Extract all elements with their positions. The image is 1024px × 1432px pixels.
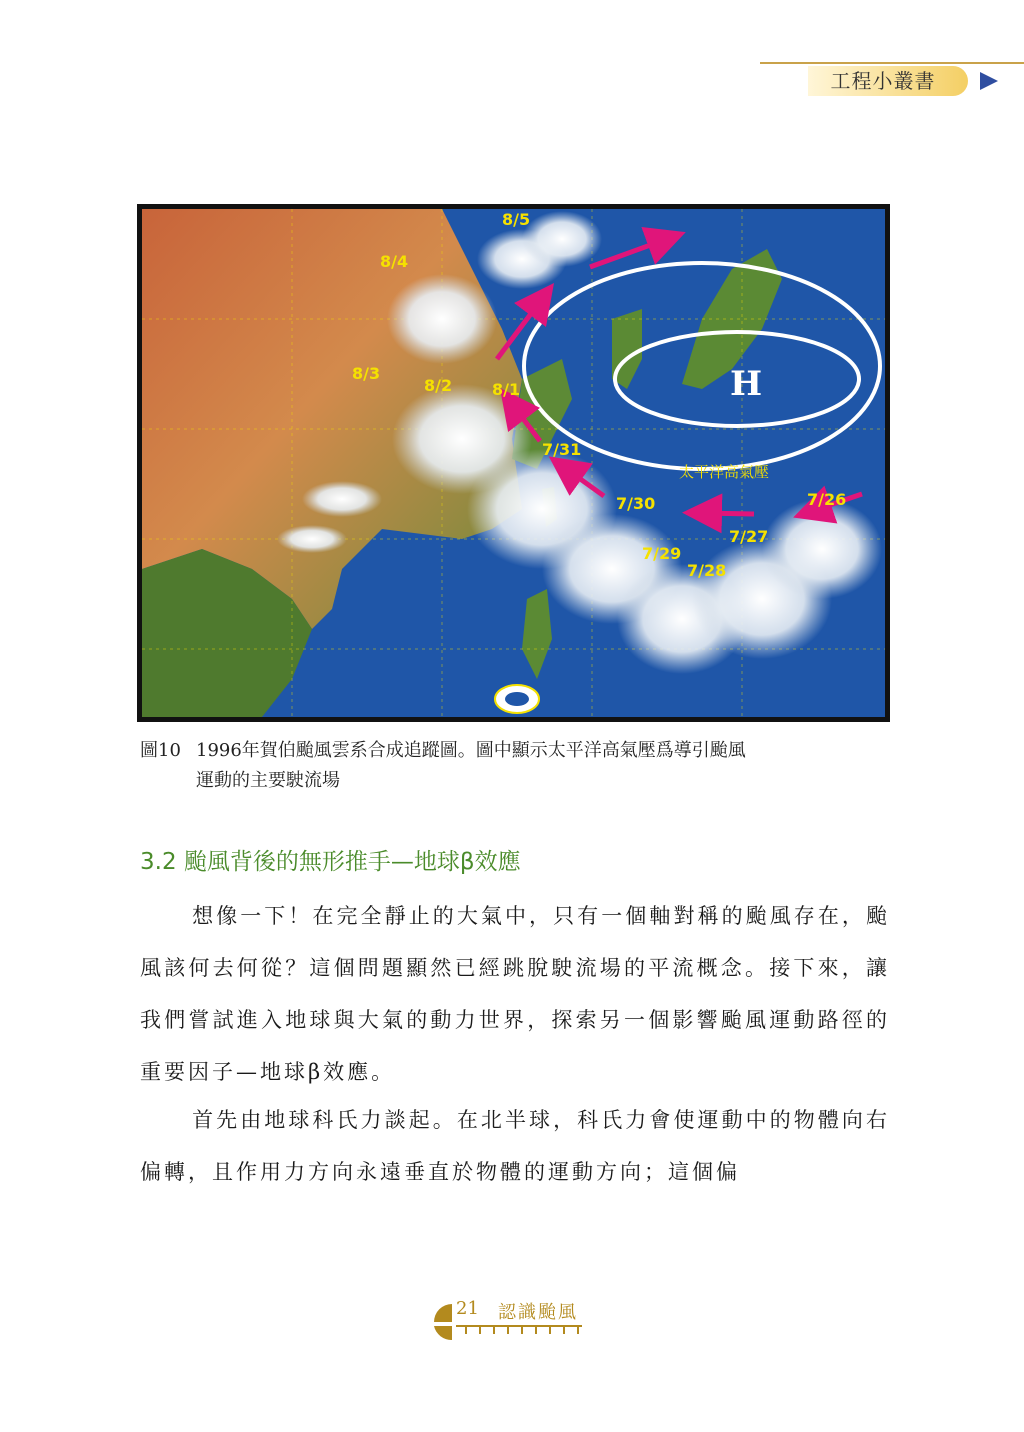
series-title: 工程小叢書 bbox=[830, 69, 936, 93]
track-date-label: 7/28 bbox=[687, 561, 727, 580]
track-date-label: 7/26 bbox=[807, 490, 847, 509]
footer-book-title: 認識颱風 bbox=[498, 1302, 578, 1323]
typhoon-track-figure bbox=[137, 204, 890, 722]
caption-line: 運動的主要駛流場 bbox=[196, 770, 340, 791]
track-date-label: 7/29 bbox=[642, 544, 682, 563]
track-date-label: 7/30 bbox=[616, 494, 656, 513]
track-date-label: 7/31 bbox=[542, 440, 582, 459]
paragraph-text: 想像一下！在完全靜止的大氣中，只有一個軸對稱的颱風存在，颱風該何去何從？這個問題顯然已經跳脫駛流場的平流概念。接下來，讓我們嘗試進入地球與大氣的動力世界，探索另一個影響颱風運動路徑的重要因子—地球β效應。 bbox=[140, 904, 890, 1084]
figure-number: 圖10 bbox=[140, 740, 181, 761]
track-arrow bbox=[702, 513, 754, 514]
section-heading: 3.2 颱風背後的無形推手—地球β效應 bbox=[140, 849, 521, 875]
high-pressure-label: 太平洋高氣壓 bbox=[678, 463, 770, 481]
track-date-label: 8/4 bbox=[380, 252, 409, 271]
triangle-right-icon bbox=[978, 70, 1000, 92]
high-pressure-letter: H bbox=[729, 364, 763, 404]
body-paragraph bbox=[140, 890, 890, 1098]
weather-bureau-logo bbox=[495, 685, 539, 713]
satellite-composite-map bbox=[142, 209, 885, 717]
track-date-label: 8/5 bbox=[502, 210, 531, 229]
track-date-label: 8/1 bbox=[492, 380, 521, 399]
caption-line: 1996年賀伯颱風雲系合成追蹤圖。圖中顯示太平洋高氣壓爲導引颱風 bbox=[196, 740, 746, 761]
paragraph-text: 首先由地球科氏力談起。在北半球，科氏力會使運動中的物體向右偏轉，且作用力方向永遠垂直於物體的運動方向；這個偏 bbox=[140, 1108, 890, 1184]
body-paragraph bbox=[140, 1094, 890, 1198]
page-number: 21 bbox=[456, 1298, 479, 1319]
track-date-label: 8/2 bbox=[424, 376, 453, 395]
track-date-label: 8/3 bbox=[352, 364, 381, 383]
figure-caption bbox=[140, 736, 900, 796]
header-rule bbox=[760, 62, 1024, 64]
track-date-label: 7/27 bbox=[729, 527, 769, 546]
